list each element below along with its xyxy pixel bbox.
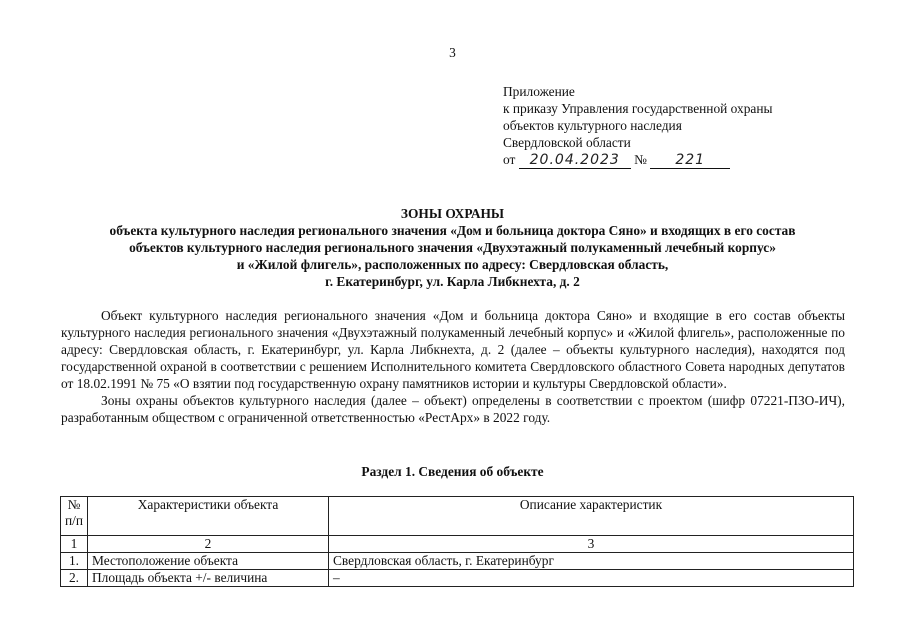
title-line-3: объектов культурного наследия регионального значения «Двухэтажный полукаменный лечебный корпус» [129,240,776,255]
handwritten-number: 221 [650,153,730,169]
header-num: № п/п [61,497,88,536]
title-line-4: и «Жилой флигель», расположенных по адресу: Свердловская область, [236,257,669,272]
appendix-line-1: Приложение [503,84,575,99]
row-number: 1. [61,553,88,570]
table-column-number-row [61,536,854,553]
body-text [61,307,845,426]
document-title [55,205,850,290]
title-line-5: г. Екатеринбург, ул. Карла Либкнехта, д. 2 [325,274,580,289]
title-line-2: объекта культурного наследия регионального значения «Дом и больница доктора Сяно» и входящих в его состав [109,223,796,238]
table-header-row [61,497,854,536]
page-number: 3 [449,45,456,60]
column-number: 1 [61,536,88,553]
appendix-date-line [503,151,863,168]
section-heading: Раздел 1. Сведения об объекте [361,464,544,479]
row-description: Свердловская область, г. Екатеринбург [329,553,854,570]
row-description: – [329,570,854,587]
column-number: 2 [88,536,329,553]
header-description: Описание характеристик [329,497,854,536]
table-row [61,553,854,570]
table-row [61,570,854,587]
number-sign: № [634,152,647,167]
row-characteristic: Площадь объекта +/- величина [88,570,329,587]
date-prefix: от [503,152,516,167]
paragraph-2: Зоны охраны объектов культурного наследия (далее – объект) определены в соответствии с проектом (шифр 07221-ПЗО-ИЧ), разработанным обществом с ограниченной ответственностью «РестАрх» в 2022 году. [61,393,845,425]
appendix-line-4: Свердловской области [503,135,631,150]
paragraph-1: Объект культурного наследия регионального значения «Дом и больница доктора Сяно» и входящие в его состав объекты культурного наследия регионального значения «Двухэтажный полукаменный лечебный корпус» и «Жилой флигель», расположенные по адресу: Свердловская область, г. Екатеринбург, ул. Карла Либкнехта, д. 2 (далее – объекты культурного наследия), находятся под государственной охраной в соответствии с решением Исполнительного комитета Свердловского областного Совета народных депутатов от 18.02.1991 № 75 «О взятии под государственную охрану памятников истории и культуры Свердловской области». [61,308,845,391]
appendix-line-2: к приказу Управления государственной охраны [503,101,773,116]
row-characteristic: Местоположение объекта [88,553,329,570]
appendix-line-3: объектов культурного наследия [503,118,682,133]
handwritten-date: 20.04.2023 [519,153,631,169]
header-characteristic: Характеристики объекта [88,497,329,536]
column-number: 3 [329,536,854,553]
appendix-block [503,83,863,168]
object-info-table [60,496,854,587]
title-line-1: ЗОНЫ ОХРАНЫ [400,206,505,221]
row-number: 2. [61,570,88,587]
